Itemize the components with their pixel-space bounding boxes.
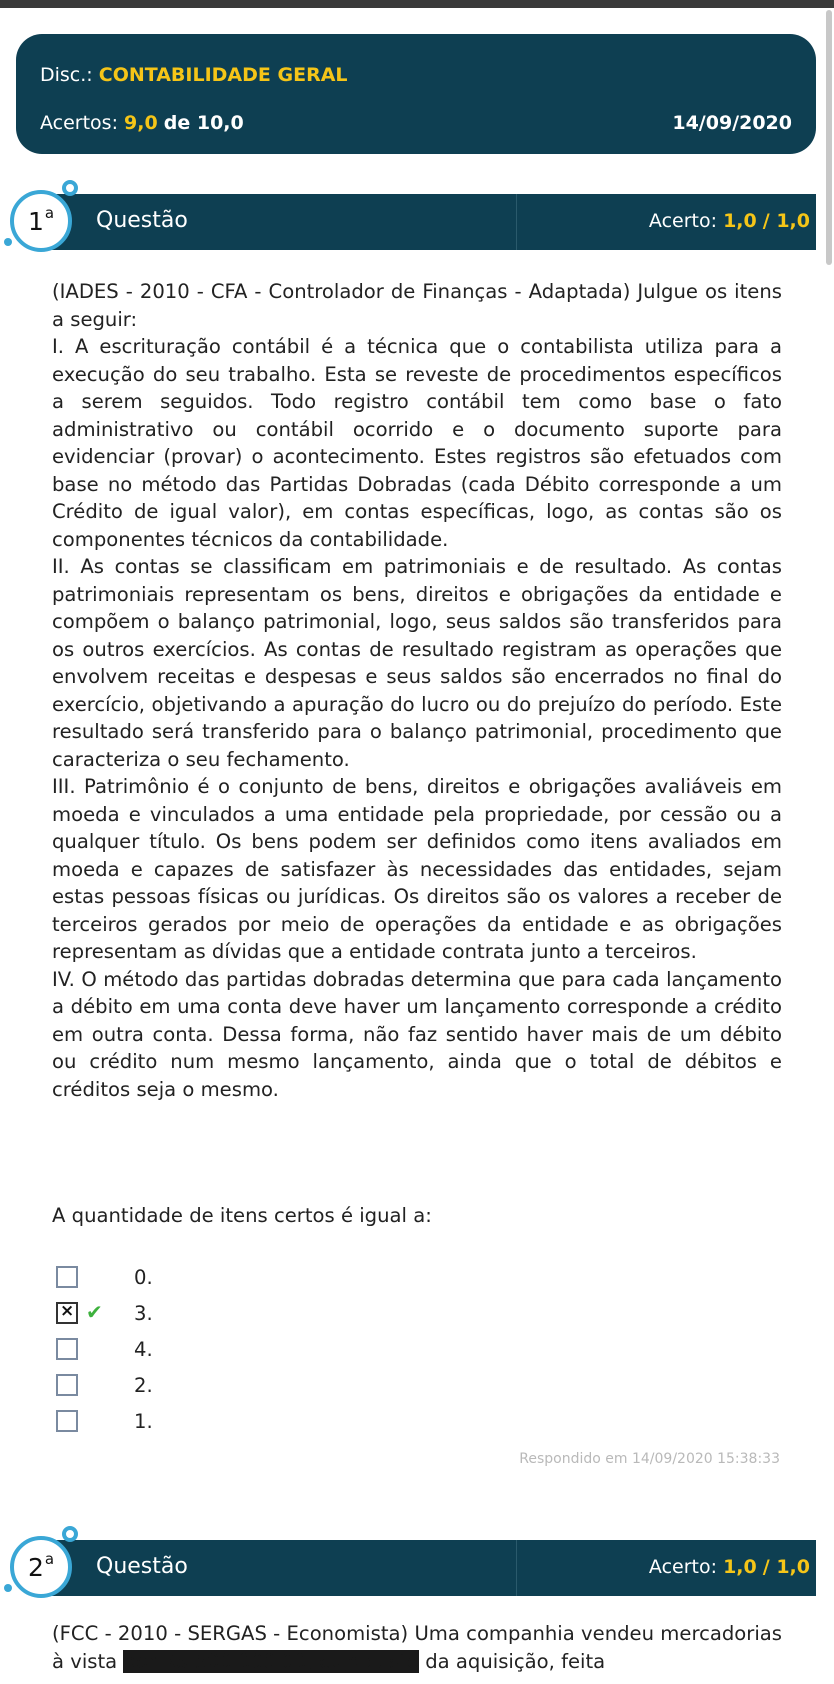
redacted-text: por R$ 500.000,00, cujo custo (123, 1649, 420, 1673)
statement-item-ii: II. As contas se classificam em patrimoniais e de resultado. As contas patrimoniais representam os bens, direitos e obrigações da entidade e compõem o balanço patrimonial, logo, seus saldos são transferidos para os outros exercícios. As contas de resultado registram as operações que envolvem receitas e despesas e seus saldos são encerrados no final do exercício, objetivando a apuração do lucro ou do prejuízo do período. Este resultado será transferido para o balanço patrimonial, procedimento que caracteriza o seu fechamento. (52, 555, 782, 771)
question-2-header (0, 1526, 834, 1598)
question-number: 2 (27, 1552, 44, 1582)
score-label: Acertos: (40, 112, 118, 134)
question-number: 1 (27, 206, 44, 236)
answer-option[interactable] (56, 1336, 356, 1362)
checkbox-x-icon: × (60, 1301, 75, 1321)
option-label: 1. (134, 1410, 153, 1433)
question-score-label: Acerto: (648, 210, 718, 232)
exam-summary-card (16, 34, 816, 154)
statement-start: (FCC - 2010 - SERGAS - Economista) Uma companhia vendeu mercadorias à vista (52, 1622, 782, 1673)
decor-dot (4, 1584, 12, 1592)
question-title: Questão (96, 208, 188, 233)
question-score-total: / 1,0 (762, 1556, 810, 1578)
option-checkbox-checked[interactable] (56, 1302, 78, 1324)
statement-intro: (IADES - 2010 - CFA - Controlador de Finanças - Adaptada) Julgue os itens a seguir: (52, 280, 782, 331)
question-score-label: Acerto: (648, 1556, 718, 1578)
answered-timestamp: Respondido em 14/09/2020 15:38:33 (519, 1451, 780, 1467)
question-prompt: A quantidade de itens certos é igual a: (52, 1204, 432, 1227)
correct-check-icon: ✔ (86, 1300, 103, 1324)
status-bar (0, 0, 834, 8)
statement-item-i: I. A escrituração contábil é a técnica que o contabilista utiliza para a execução do seu trabalho. Esta se reveste de procedimentos específicos a serem seguidos. Todo registro contábil tem como base o fato administrativo ou contábil ocorrido e o documento suporte para evidenciar (provar) o acontecimento. Estes registros são efetuados com base no método das Partidas Dobradas (cada Débito corresponde a um Crédito de igual valor), em contas específicas, logo, as contas são os componentes técnicos da contabilidade. (52, 335, 782, 551)
exam-date: 14/09/2020 (672, 112, 792, 134)
option-checkbox[interactable] (56, 1374, 78, 1396)
decor-dot (62, 1526, 78, 1542)
score-value: 9,0 (124, 112, 158, 134)
answer-option-selected[interactable] (56, 1300, 356, 1326)
answer-option[interactable] (56, 1408, 356, 1434)
question-score-value: 1,0 (723, 1556, 757, 1578)
discipline-label: Disc.: (40, 64, 93, 86)
score-summary (40, 112, 244, 134)
option-checkbox[interactable] (56, 1410, 78, 1432)
answer-option[interactable] (56, 1372, 356, 1398)
question-score (649, 210, 810, 232)
question-number-badge (10, 1536, 72, 1598)
score-total: de 10,0 (163, 112, 244, 134)
question-number-badge (10, 190, 72, 252)
option-label: 2. (134, 1374, 153, 1397)
question-1-header (0, 180, 834, 252)
question-score (649, 1556, 810, 1578)
question-score-total: / 1,0 (762, 210, 810, 232)
discipline (40, 64, 348, 86)
statement-item-iv: IV. O método das partidas dobradas determina que para cada lançamento a débito em uma conta deve haver um lançamento corresponde a crédito em outra conta. Dessa forma, não faz sentido haver mais de um débito ou crédito num mesmo lançamento, ainda que o total de débitos e créditos seja o mesmo. (52, 967, 782, 1101)
question-title: Questão (96, 1554, 188, 1579)
option-label: 0. (134, 1266, 153, 1289)
decor-dot (62, 180, 78, 196)
divider (516, 1540, 517, 1596)
discipline-name: CONTABILIDADE GERAL (98, 64, 348, 86)
decor-dot (4, 238, 12, 246)
answer-option[interactable] (56, 1264, 356, 1290)
option-checkbox[interactable] (56, 1338, 78, 1360)
question-ordinal: a (44, 204, 55, 222)
question-1-statement (52, 278, 782, 1103)
question-2-statement (52, 1620, 782, 1675)
option-label: 3. (134, 1302, 153, 1325)
option-label: 4. (134, 1338, 153, 1361)
statement-item-iii: III. Patrimônio é o conjunto de bens, direitos e obrigações avaliáveis em moeda e vinculados a uma entidade pela propriedade, por cessão ou a qualquer título. Os bens podem ser definidos como itens avaliados em moeda e capazes de satisfazer às necessidades das entidades, sejam estas pessoas físicas ou jurídicas. Os direitos são os valores a receber de terceiros gerados por meio de operações da entidade e as obrigações representam as dívidas que a entidade contrata junto a terceiros. (52, 775, 782, 963)
statement-end: da aquisição, feita (425, 1649, 606, 1673)
question-score-value: 1,0 (723, 210, 757, 232)
question-ordinal: a (44, 1550, 55, 1568)
divider (516, 194, 517, 250)
option-checkbox[interactable] (56, 1266, 78, 1288)
